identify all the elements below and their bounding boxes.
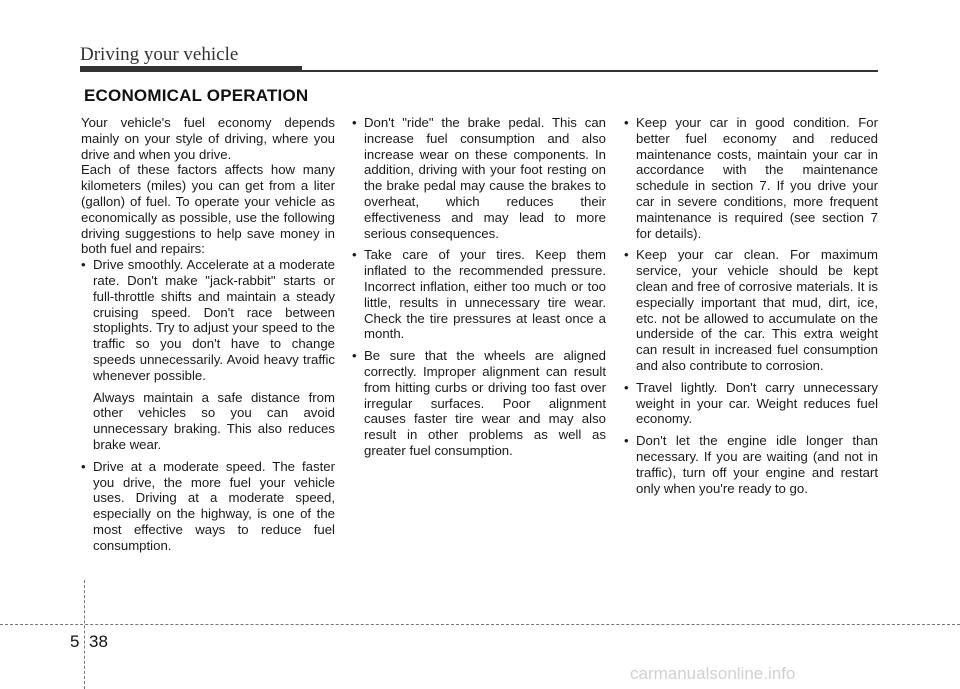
page-number: 38 <box>89 632 108 651</box>
watermark: carmanualsonline.info <box>630 664 796 683</box>
list-item <box>352 348 606 459</box>
bullet-icon: • <box>352 115 357 130</box>
bullet-icon: • <box>81 257 86 273</box>
list-item-text: Drive at a moderate speed. The faster you drive, the more fuel your vehicle uses. Driving at a moderate speed, especially on the highway, is one of the most effective ways to reduce fuel consumption. <box>93 458 335 553</box>
bullet-icon: • <box>352 247 357 263</box>
list-item <box>81 459 335 554</box>
list-item <box>624 380 878 427</box>
list-item-text: Take care of your tires. Keep them inflated to the recommended pressure. Incorrect inflation, either too much or too little, results in unnecessary tire wear. Check the tire pressures at least once a month. <box>364 247 606 342</box>
bullet-icon: • <box>624 433 629 449</box>
intro-paragraph-1: Your vehicle's fuel economy depends mainly on your style of driving, where you drive and when you drive. <box>81 115 335 162</box>
column-2 <box>352 115 606 465</box>
header-title: Driving your vehicle <box>80 44 239 65</box>
column-1-bullets <box>81 257 335 553</box>
list-item <box>352 247 606 342</box>
bullet-icon: • <box>624 115 629 130</box>
header-bar-thin <box>302 70 878 72</box>
bullet-icon: • <box>352 348 357 364</box>
list-item <box>352 115 606 241</box>
list-item-text: Drive smoothly. Accelerate at a moderate rate. Don't make "jack-rabbit" starts or full-throttle shifts and maintain a steady cruising speed. Don't race between stoplights. Try to adjust your speed to the traffic so you don't have to change speeds unnecessarily. Avoid heavy traffic whenever possible. <box>93 257 335 383</box>
list-item <box>624 115 878 241</box>
page-chapter: 5 <box>70 632 80 651</box>
header-bar-thick <box>80 66 302 72</box>
list-item-text: Keep your car clean. For maximum service, your vehicle should be kept clean and free of corrosive materials. It is especially important that mud, dirt, ice, etc. not be allowed to accumulate on the underside of the car. This extra weight can result in increased fuel consumption and also contribute to corrosion. <box>636 247 878 373</box>
column-3-bullets <box>624 115 878 496</box>
column-1 <box>81 115 335 560</box>
list-item-extra: Always maintain a safe distance from other vehicles so you can avoid unnecessary braking. This also reduces brake wear. <box>93 389 335 452</box>
bullet-icon: • <box>624 379 629 395</box>
bullet-icon: • <box>81 458 86 474</box>
list-item <box>624 247 878 373</box>
list-item-text: Travel lightly. Don't carry unnecessary weight in your car. Weight reduces fuel economy. <box>636 379 878 427</box>
column-3 <box>624 115 878 502</box>
column-2-bullets <box>352 115 606 459</box>
section-heading: ECONOMICAL OPERATION <box>84 86 309 105</box>
bullet-icon: • <box>624 247 629 263</box>
list-item <box>624 433 878 496</box>
footer-vertical-divider <box>84 580 85 689</box>
list-item-text: Don't "ride" the brake pedal. This can increase fuel consumption and also increase wear on these components. In addition, driving with your foot resting on the brake pedal may cause the brakes to overheat, which reduces their effectiveness and may lead to more serious consequences. <box>364 115 606 241</box>
list-item-text: Keep your car in good condition. For better fuel economy and reduced maintenance costs, maintain your car in accordance with the maintenance schedule in section 7. If you drive your car in severe conditions, more frequent maintenance is required (see section 7 for details). <box>636 115 878 241</box>
list-item-text: Don't let the engine idle longer than necessary. If you are waiting (and not in traffic), turn off your engine and restart only when you're ready to go. <box>636 433 878 496</box>
list-item-text: Be sure that the wheels are aligned correctly. Improper alignment can result from hitting curbs or driving too fast over irregular surfaces. Poor alignment causes faster tire wear and may also result in other problems as well as greater fuel consumption. <box>364 348 606 458</box>
list-item <box>81 257 335 453</box>
intro-paragraph-2: Each of these factors affects how many kilometers (miles) you can get from a liter (gallon) of fuel. To operate your vehicle as economically as possible, use the following driving suggestions to help save money in both fuel and repairs: <box>81 162 335 257</box>
footer-divider <box>0 624 960 625</box>
